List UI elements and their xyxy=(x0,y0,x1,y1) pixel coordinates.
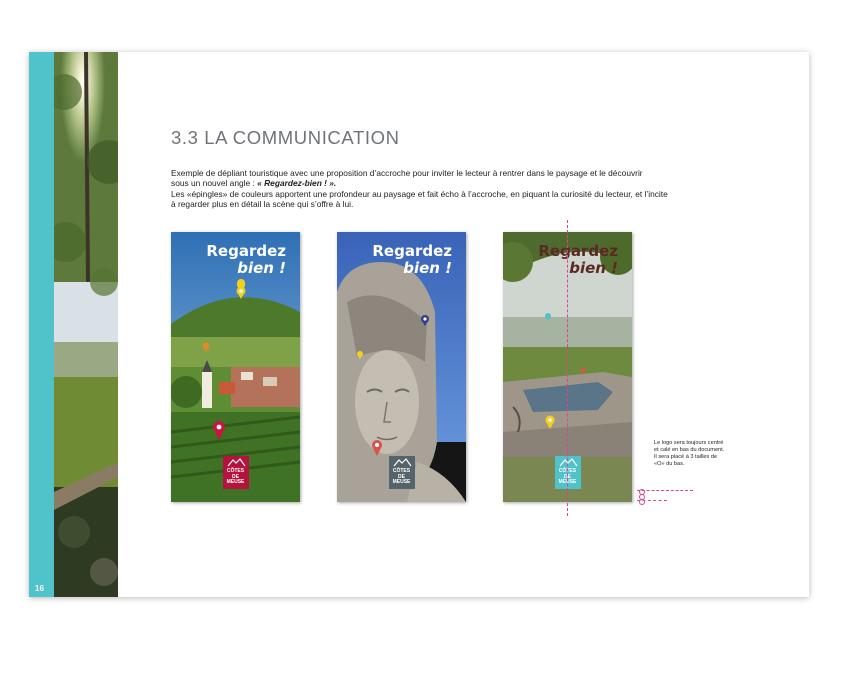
intro-line-1: Exemple de dépliant touristique avec une proposition d’accroche pour inviter le lecteur à rentrer dans le paysage et le découvrir xyxy=(171,168,643,178)
intro-line-2: sous un nouvel angle : « Regardez-bien ! ». xyxy=(171,178,337,189)
slogan-line-1: Regardez xyxy=(372,242,452,260)
slogan-line-2: bien ! xyxy=(237,259,286,277)
page-number: 16 xyxy=(35,584,44,593)
o-size-marker xyxy=(639,499,645,505)
cotes-de-meuse-logo: CÔTES DE MEUSE xyxy=(555,456,581,489)
intro-line-4: à regarder plus en détail la scène qui s’offre à lui. xyxy=(171,199,354,210)
mountain-logo-icon xyxy=(389,456,415,468)
brochure-page xyxy=(29,52,809,597)
logo-placement-note: Le logo sera toujours centré et calé en bas du document. Il sera placé à 3 tailles de «O» du bas. xyxy=(654,440,725,467)
slogan-line-1: Regardez xyxy=(538,242,618,260)
leaflet-village xyxy=(171,232,300,502)
centering-guide-vertical xyxy=(567,220,568,516)
teal-side-band xyxy=(29,52,54,597)
description-text xyxy=(171,168,671,210)
cotes-de-meuse-logo: CÔTES DE MEUSE xyxy=(389,456,415,489)
slogan-line-2: bien ! xyxy=(569,259,618,277)
slogan-line-1: Regardez xyxy=(206,242,286,260)
section-heading: 3.3 LA COMMUNICATION xyxy=(171,127,400,148)
intro-line-3: Les «épingles» de couleurs apportent une profondeur au paysage et fait écho à l’accroche, en piquant la curiosité du lecteur, et l’incite xyxy=(171,188,668,199)
slogan-line-2: bien ! xyxy=(403,259,452,277)
tagline-emphasis: « Regardez-bien ! ». xyxy=(257,178,337,189)
cotes-de-meuse-logo: CÔTES DE MEUSE xyxy=(223,456,249,489)
forest-photo-strip xyxy=(54,52,118,597)
leaflet-statue xyxy=(337,232,466,502)
bottom-margin-guide xyxy=(637,490,693,491)
leaflet-slogan xyxy=(538,243,618,277)
leaflet-slogan xyxy=(206,243,286,277)
mountain-logo-icon xyxy=(223,456,249,468)
leaflet-slogan xyxy=(372,243,452,277)
